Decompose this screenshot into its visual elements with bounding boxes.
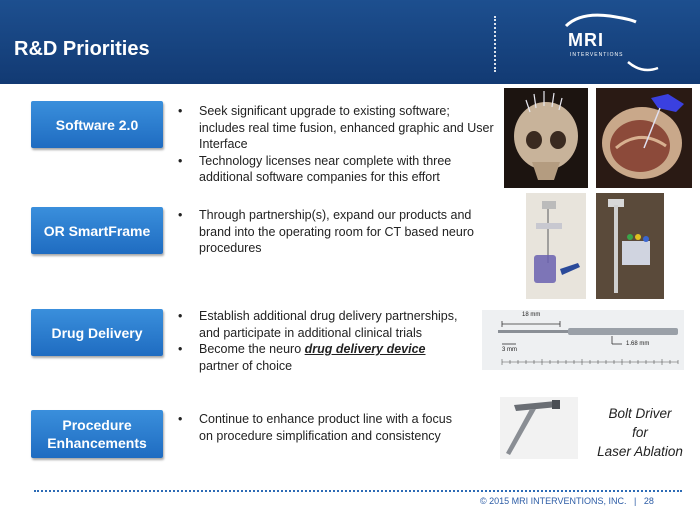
dimension-3mm: 3 mm: [502, 347, 517, 353]
brain-cutaway-image: [596, 88, 692, 188]
logo-text: MRI: [568, 30, 604, 50]
bullet-item: • Through partnership(s), expand our products and brand into the operating room for CT based neuro procedures: [178, 207, 478, 257]
drug-delivery-label: Drug Delivery: [31, 309, 163, 356]
bullet-item: • Seek significant upgrade to existing software; includes real time fusion, enhanced graphic and User Interface: [178, 103, 498, 153]
caption-line: Bolt Driver: [608, 406, 672, 421]
caption-line: Laser Ablation: [597, 444, 683, 459]
dimension-1-68mm: 1.68 mm: [626, 341, 650, 347]
drug-catheter-image: [482, 310, 684, 370]
bullet-suffix: partner of choice: [199, 358, 293, 373]
bullet-item: • Establish additional drug delivery partnerships, and participate in additional clinical trials: [178, 308, 468, 341]
or-smartframe-label: OR SmartFrame: [31, 207, 163, 254]
smartframe-tower-image: [596, 193, 664, 299]
header-divider: [494, 16, 496, 72]
caption-line: for: [632, 425, 648, 440]
copyright-text: © 2015 MRI INTERVENTIONS, INC.: [480, 496, 627, 506]
dimension-18mm: 18 mm: [522, 312, 541, 318]
bullet-item-emphasis: [178, 341, 468, 374]
bolt-driver-image: [500, 397, 578, 459]
page-number: 28: [643, 496, 654, 506]
bullet-item: • Technology licenses near complete with three additional software companies for this effort: [178, 153, 498, 186]
logo-subtext: INTERVENTIONS: [570, 52, 624, 58]
footer: [480, 496, 654, 506]
footer-divider: [34, 490, 682, 492]
procedure-bullets: [178, 411, 468, 444]
smartframe-bullets: [178, 207, 478, 257]
bullet-prefix: Become the neuro: [199, 342, 305, 356]
smartframe-device-image: [526, 193, 586, 299]
header-banner: [0, 0, 700, 84]
bolt-driver-caption: [588, 404, 692, 461]
page-title: R&D Priorities: [14, 38, 150, 60]
software-2-0-label: Software 2.0: [31, 101, 163, 148]
drug-delivery-bullets: [178, 308, 468, 374]
emphasized-text: drug delivery device: [304, 342, 426, 356]
skull-3d-image: [504, 88, 588, 188]
company-logo: [560, 12, 670, 74]
software-bullets: [178, 103, 498, 186]
procedure-enhancements-label: Procedure Enhancements: [31, 410, 163, 458]
bullet-item: • Continue to enhance product line with a focus on procedure simplification and consistency: [178, 411, 468, 444]
footer-separator: |: [634, 496, 637, 506]
